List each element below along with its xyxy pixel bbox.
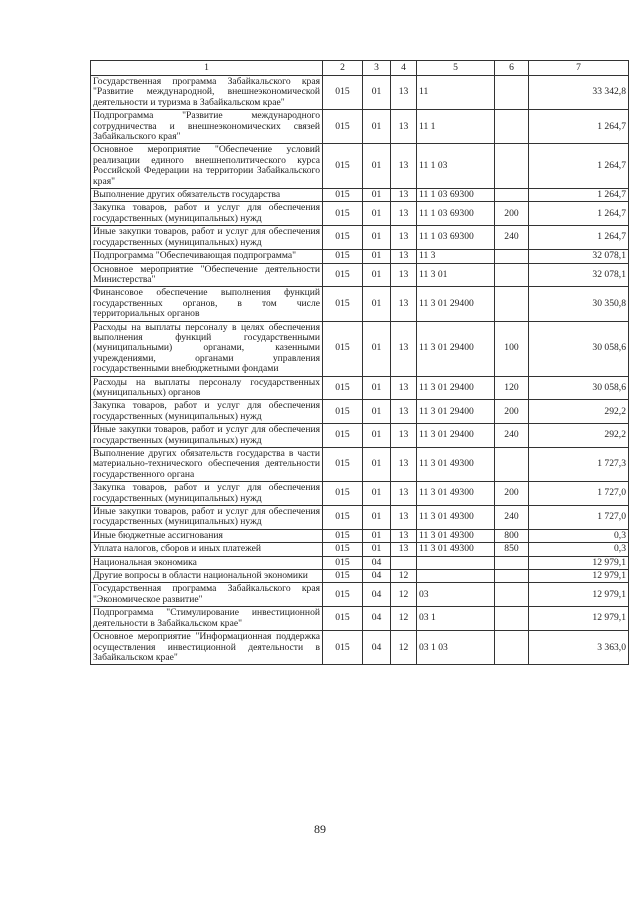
table-row [91,607,629,631]
ministry-code: 015 [323,76,363,110]
expense-type-code: 240 [495,424,529,448]
ministry-code: 015 [323,287,363,321]
section-code: 01 [363,110,391,144]
page-number: 89 [314,822,326,836]
ministry-code: 015 [323,529,363,542]
target-article-code: 11 1 03 69300 [417,189,495,202]
target-article-code: 11 1 [417,110,495,144]
amount: 12 979,1 [529,583,629,607]
section-code: 01 [363,189,391,202]
subsection-code: 13 [391,287,417,321]
target-article-code: 11 1 03 69300 [417,202,495,226]
subsection-code: 12 [391,583,417,607]
section-code: 01 [363,226,391,250]
table-body [91,76,629,665]
table-row [91,482,629,506]
section-code: 04 [363,570,391,583]
subsection-code: 12 [391,631,417,665]
expense-type-code: 120 [495,376,529,400]
section-code: 01 [363,424,391,448]
table-row [91,543,629,556]
column-header: 6 [495,61,529,76]
item-name: Иные закупки товаров, работ и услуг для обеспечения государственных (муниципальных) нужд [91,424,323,448]
target-article-code [417,556,495,569]
amount: 0,3 [529,529,629,542]
ministry-code: 015 [323,543,363,556]
section-code: 04 [363,607,391,631]
item-name: Уплата налогов, сборов и иных платежей [91,543,323,556]
amount: 30 058,6 [529,321,629,376]
expense-type-code [495,110,529,144]
expense-type-code [495,263,529,287]
amount: 12 979,1 [529,570,629,583]
ministry-code: 015 [323,506,363,530]
subsection-code: 13 [391,448,417,482]
column-header: 2 [323,61,363,76]
expense-type-code [495,556,529,569]
subsection-code: 13 [391,400,417,424]
amount: 33 342,8 [529,76,629,110]
ministry-code: 015 [323,570,363,583]
item-name: Основное мероприятие "Обеспечение деятельности Министерства" [91,263,323,287]
section-code: 01 [363,287,391,321]
subsection-code: 13 [391,189,417,202]
subsection-code: 13 [391,529,417,542]
section-code: 01 [363,529,391,542]
table-row [91,376,629,400]
target-article-code: 11 3 01 49300 [417,529,495,542]
table-row [91,448,629,482]
expense-type-code [495,583,529,607]
subsection-code: 13 [391,110,417,144]
target-article-code: 11 3 [417,250,495,263]
item-name: Другие вопросы в области национальной экономики [91,570,323,583]
expense-type-code: 240 [495,506,529,530]
target-article-code: 03 1 [417,607,495,631]
amount: 12 979,1 [529,607,629,631]
subsection-code: 13 [391,226,417,250]
table-row [91,400,629,424]
target-article-code: 11 3 01 49300 [417,506,495,530]
section-code: 04 [363,583,391,607]
expense-type-code [495,144,529,189]
amount: 30 058,6 [529,376,629,400]
item-name: Государственная программа Забайкальского края "Развитие международной, внешнеэкономической деятельности и туризма в Забайкальском крае" [91,76,323,110]
table-row [91,583,629,607]
item-name: Финансовое обеспечение выполнения функций государственных органов, в том числе территориальных органов [91,287,323,321]
section-code: 01 [363,448,391,482]
target-article-code: 03 [417,583,495,607]
section-code: 01 [363,250,391,263]
amount: 1 264,7 [529,202,629,226]
column-header: 1 [91,61,323,76]
target-article-code: 03 1 03 [417,631,495,665]
subsection-code: 12 [391,607,417,631]
section-code: 01 [363,400,391,424]
item-name: Подпрограмма "Стимулирование инвестиционной деятельности в Забайкальском крае" [91,607,323,631]
ministry-code: 015 [323,144,363,189]
item-name: Основное мероприятие "Обеспечение условий реализации единого внешнеполитического курса Российской Федерации на территории Забайкальского края" [91,144,323,189]
target-article-code: 11 3 01 29400 [417,287,495,321]
subsection-code: 13 [391,144,417,189]
target-article-code: 11 [417,76,495,110]
target-article-code: 11 1 03 69300 [417,226,495,250]
section-code: 04 [363,556,391,569]
item-name: Иные закупки товаров, работ и услуг для обеспечения государственных (муниципальных) нужд [91,226,323,250]
subsection-code: 13 [391,376,417,400]
target-article-code: 11 3 01 [417,263,495,287]
table-row [91,287,629,321]
subsection-code: 13 [391,321,417,376]
section-code: 01 [363,321,391,376]
item-name: Подпрограмма "Обеспечивающая подпрограмма" [91,250,323,263]
target-article-code: 11 3 01 49300 [417,448,495,482]
subsection-code: 13 [391,543,417,556]
expense-type-code [495,189,529,202]
section-code: 01 [363,263,391,287]
expense-type-code: 800 [495,529,529,542]
item-name: Закупка товаров, работ и услуг для обеспечения государственных (муниципальных) нужд [91,482,323,506]
section-code: 04 [363,631,391,665]
amount: 1 264,7 [529,110,629,144]
amount: 1 727,0 [529,506,629,530]
amount: 1 264,7 [529,226,629,250]
expense-type-code: 850 [495,543,529,556]
section-code: 01 [363,76,391,110]
subsection-code: 12 [391,570,417,583]
section-code: 01 [363,543,391,556]
table-row [91,263,629,287]
subsection-code: 13 [391,506,417,530]
table-row [91,570,629,583]
expense-type-code: 200 [495,400,529,424]
target-article-code: 11 3 01 29400 [417,424,495,448]
section-code: 01 [363,202,391,226]
expense-type-code [495,287,529,321]
item-name: Закупка товаров, работ и услуг для обеспечения государственных (муниципальных) нужд [91,202,323,226]
ministry-code: 015 [323,631,363,665]
table-row [91,631,629,665]
ministry-code: 015 [323,189,363,202]
ministry-code: 015 [323,226,363,250]
amount: 292,2 [529,400,629,424]
table-row [91,506,629,530]
section-code: 01 [363,376,391,400]
ministry-code: 015 [323,556,363,569]
amount: 292,2 [529,424,629,448]
subsection-code: 13 [391,424,417,448]
amount: 3 363,0 [529,631,629,665]
header-row [91,61,629,76]
ministry-code: 015 [323,424,363,448]
subsection-code [391,556,417,569]
expense-type-code [495,448,529,482]
column-header: 7 [529,61,629,76]
target-article-code: 11 3 01 49300 [417,482,495,506]
expense-type-code [495,631,529,665]
item-name: Подпрограмма "Развитие международного сотрудничества и внешнеэкономических связей Забайкальского края" [91,110,323,144]
table-row [91,321,629,376]
table-row [91,424,629,448]
ministry-code: 015 [323,482,363,506]
item-name: Иные закупки товаров, работ и услуг для обеспечения государственных (муниципальных) нужд [91,506,323,530]
ministry-code: 015 [323,400,363,424]
target-article-code: 11 3 01 49300 [417,543,495,556]
ministry-code: 015 [323,250,363,263]
subsection-code: 13 [391,482,417,506]
item-name: Закупка товаров, работ и услуг для обеспечения государственных (муниципальных) нужд [91,400,323,424]
target-article-code: 11 3 01 29400 [417,376,495,400]
target-article-code: 11 1 03 [417,144,495,189]
expense-type-code [495,76,529,110]
amount: 0,3 [529,543,629,556]
expense-type-code: 240 [495,226,529,250]
expense-type-code: 200 [495,482,529,506]
item-name: Расходы на выплаты персоналу государственных (муниципальных) органов [91,376,323,400]
table-row [91,189,629,202]
amount: 32 078,1 [529,250,629,263]
expense-type-code [495,570,529,583]
ministry-code: 015 [323,321,363,376]
amount: 12 979,1 [529,556,629,569]
item-name: Национальная экономика [91,556,323,569]
target-article-code: 11 3 01 29400 [417,321,495,376]
expense-type-code: 100 [495,321,529,376]
ministry-code: 015 [323,202,363,226]
amount: 1 727,3 [529,448,629,482]
ministry-code: 015 [323,110,363,144]
expense-type-code [495,607,529,631]
column-header: 3 [363,61,391,76]
amount: 32 078,1 [529,263,629,287]
amount: 1 264,7 [529,144,629,189]
item-name: Расходы на выплаты персоналу в целях обеспечения выполнения функций государственными (муниципальными) органами, казенными учреждениями, органами управления государственными внебюджетными фондами [91,321,323,376]
table-row [91,202,629,226]
amount: 1 264,7 [529,189,629,202]
table-row [91,529,629,542]
ministry-code: 015 [323,448,363,482]
subsection-code: 13 [391,263,417,287]
item-name: Выполнение других обязательств государства [91,189,323,202]
subsection-code: 13 [391,202,417,226]
subsection-code: 13 [391,76,417,110]
item-name: Государственная программа Забайкальского края "Экономическое развитие" [91,583,323,607]
ministry-code: 015 [323,583,363,607]
budget-table [90,60,629,665]
target-article-code [417,570,495,583]
item-name: Иные бюджетные ассигнования [91,529,323,542]
expense-type-code: 200 [495,202,529,226]
item-name: Выполнение других обязательств государства в части материально-технического обеспечения деятельности государственного органа [91,448,323,482]
amount: 30 350,8 [529,287,629,321]
table-row [91,110,629,144]
table-row [91,250,629,263]
table-row [91,144,629,189]
item-name: Основное мероприятие "Информационная поддержка осуществления инвестиционной деятельности в Забайкальском крае" [91,631,323,665]
ministry-code: 015 [323,263,363,287]
target-article-code: 11 3 01 29400 [417,400,495,424]
column-header: 4 [391,61,417,76]
ministry-code: 015 [323,376,363,400]
section-code: 01 [363,482,391,506]
section-code: 01 [363,506,391,530]
table-row [91,226,629,250]
ministry-code: 015 [323,607,363,631]
table-row [91,76,629,110]
subsection-code: 13 [391,250,417,263]
section-code: 01 [363,144,391,189]
table-row [91,556,629,569]
expense-type-code [495,250,529,263]
column-header: 5 [417,61,495,76]
amount: 1 727,0 [529,482,629,506]
